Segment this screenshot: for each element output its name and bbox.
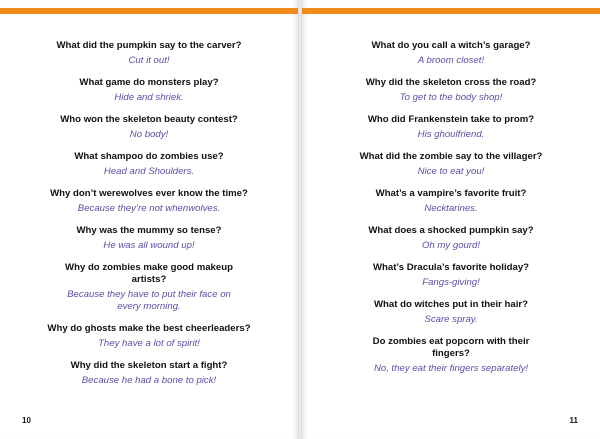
joke-answer: Oh my gourd!	[421, 240, 481, 251]
joke-answer: Cut it out!	[128, 55, 170, 66]
joke-item	[24, 114, 274, 141]
joke-item	[326, 77, 576, 104]
joke-answer: Nice to eat you!	[417, 166, 485, 177]
joke-question: Why was the mummy so tense?	[76, 225, 222, 236]
joke-answer: Because he had a bone to pick!	[81, 375, 217, 386]
joke-answer: They have a lot of spirit!	[98, 338, 200, 349]
joke-question: What’s a vampire’s favorite fruit?	[375, 188, 527, 199]
joke-answer: Because they’re not whenwolves.	[77, 203, 221, 214]
joke-answer: A broom closet!	[417, 55, 485, 66]
joke-item	[326, 40, 576, 67]
joke-answer: No body!	[129, 129, 169, 140]
joke-question: What did the zombie say to the villager?	[359, 151, 543, 162]
joke-question: What did the pumpkin say to the carver?	[56, 40, 242, 51]
joke-answer: He was all wound up!	[103, 240, 195, 251]
joke-answer: His ghoulfriend.	[417, 129, 485, 140]
right-page	[302, 0, 600, 439]
joke-item	[326, 299, 576, 326]
joke-item	[24, 151, 274, 178]
joke-question: Who did Frankenstein take to prom?	[367, 114, 535, 125]
joke-question: Why did the skeleton start a fight?	[70, 360, 228, 371]
joke-item	[64, 262, 234, 313]
joke-question: What do witches put in their hair?	[373, 299, 529, 310]
left-page	[0, 0, 298, 439]
joke-question: Who won the skeleton beauty contest?	[60, 114, 238, 125]
joke-answer: Necktarines.	[424, 203, 478, 214]
joke-item	[24, 188, 274, 215]
joke-item	[326, 151, 576, 178]
joke-answer: No, they eat their fingers separately!	[373, 363, 529, 374]
joke-question: What’s Dracula’s favorite holiday?	[372, 262, 530, 273]
joke-answer: To get to the body shop!	[399, 92, 503, 103]
joke-answer: Hide and shriek.	[114, 92, 184, 103]
joke-question: What does a shocked pumpkin say?	[368, 225, 534, 236]
joke-item	[326, 262, 576, 289]
joke-item	[366, 336, 536, 375]
joke-question: Do zombies eat popcorn with their fingers?	[372, 336, 530, 359]
joke-item	[24, 360, 274, 387]
joke-item	[24, 225, 274, 252]
left-accent-bar	[0, 8, 298, 14]
right-joke-list	[302, 40, 600, 385]
joke-item	[326, 188, 576, 215]
joke-item	[326, 114, 576, 141]
joke-answer: Head and Shoulders.	[103, 166, 195, 177]
left-joke-list	[0, 40, 298, 397]
joke-question: What game do monsters play?	[79, 77, 219, 88]
joke-item	[24, 40, 274, 67]
page-number: 11	[569, 416, 578, 425]
joke-question: What do you call a witch’s garage?	[371, 40, 531, 51]
joke-question: Why did the skeleton cross the road?	[365, 77, 537, 88]
joke-question: Why don’t werewolves ever know the time?	[50, 188, 248, 199]
joke-answer: Scare spray.	[424, 314, 478, 325]
page-number: 10	[22, 416, 31, 425]
joke-question: Why do zombies make good makeup artists?	[65, 262, 233, 285]
right-accent-bar	[302, 8, 600, 14]
joke-item	[24, 323, 274, 350]
joke-item	[326, 225, 576, 252]
joke-item	[24, 77, 274, 104]
joke-question: Why do ghosts make the best cheerleaders?	[47, 323, 251, 334]
joke-answer: Because they have to put their face on every morning.	[67, 289, 231, 312]
joke-question: What shampoo do zombies use?	[74, 151, 224, 162]
joke-answer: Fangs-giving!	[422, 277, 480, 288]
